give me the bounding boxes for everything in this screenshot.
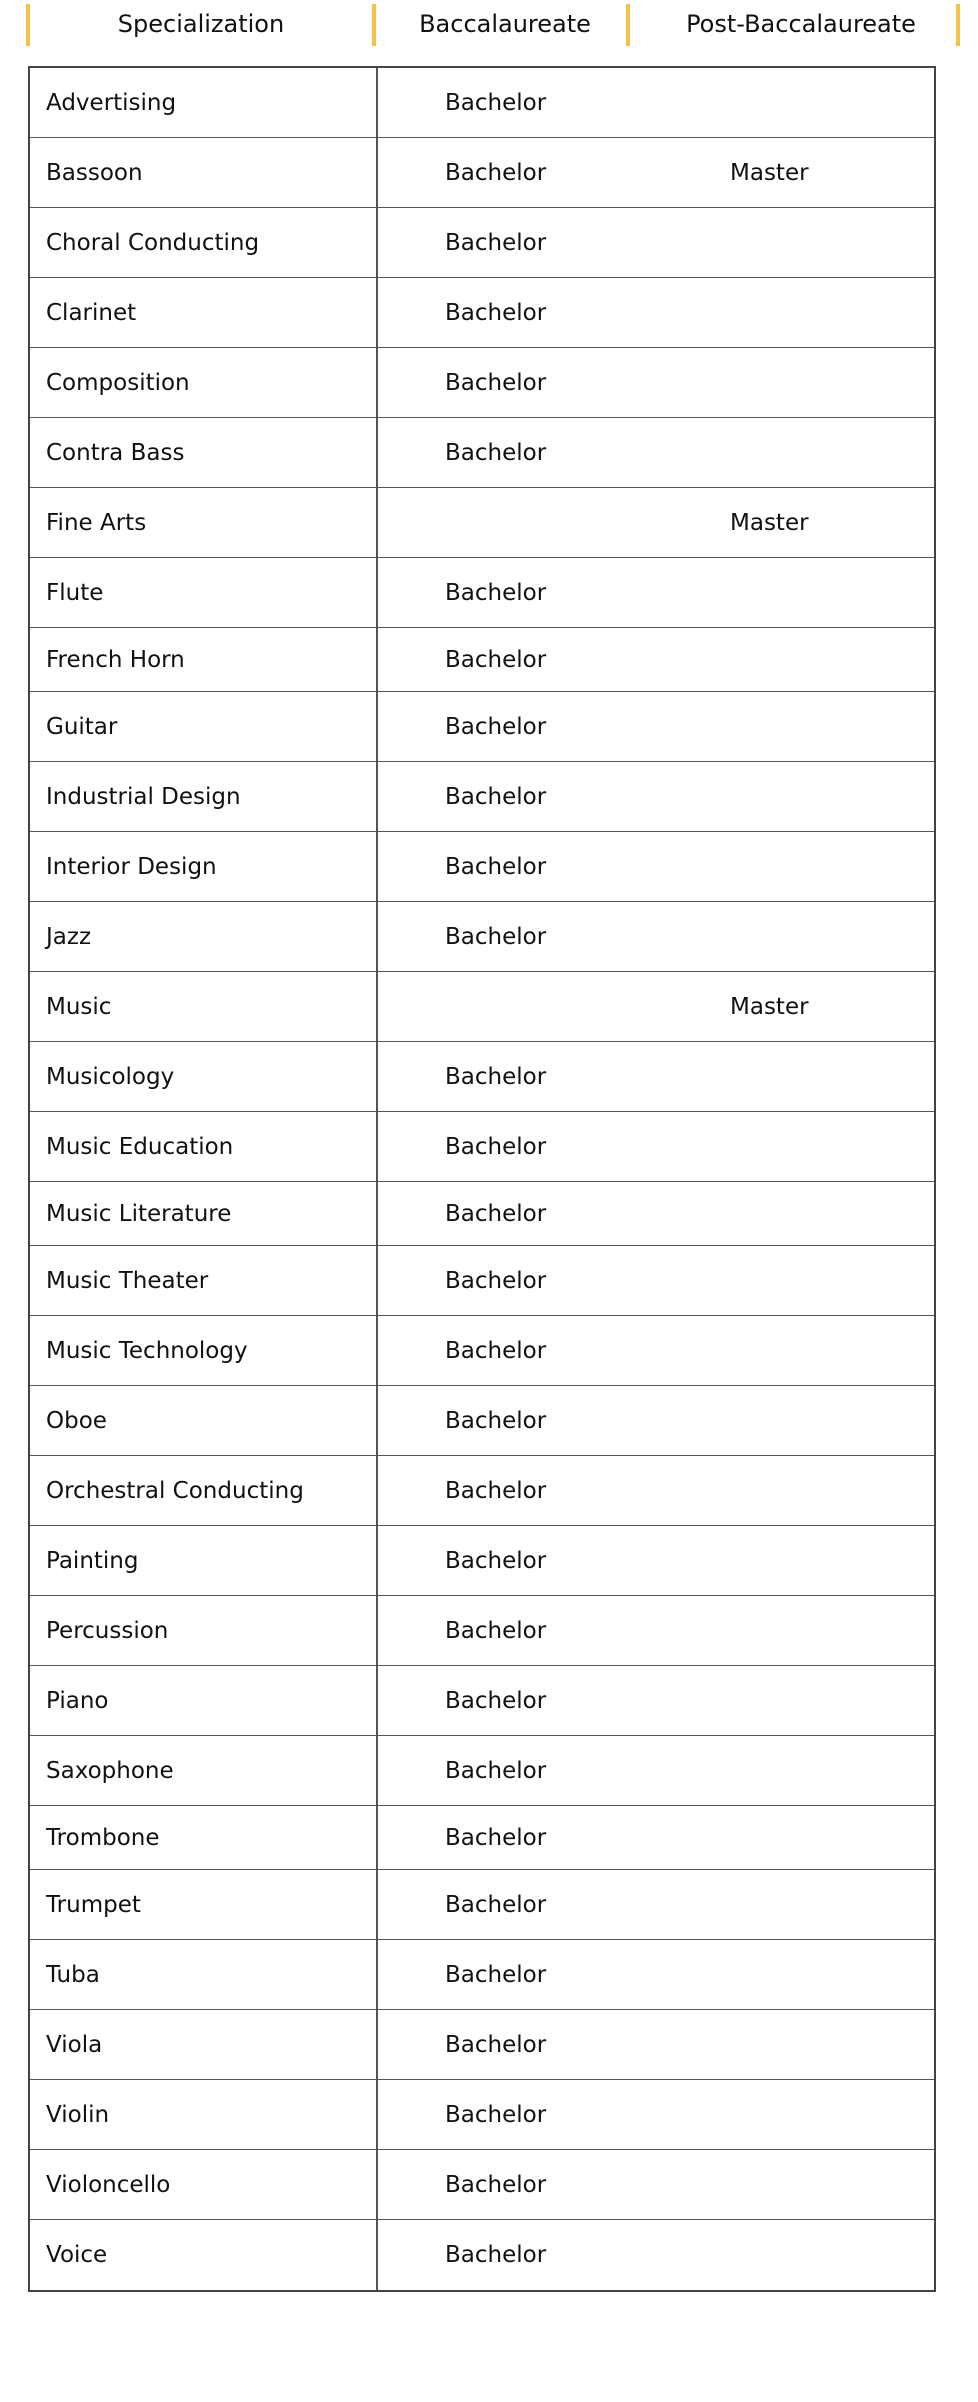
table-row [30, 1042, 934, 1112]
column-divider [376, 1042, 378, 1111]
table-row [30, 1386, 934, 1456]
specialization-cell: Piano [46, 1687, 109, 1714]
specialization-cell: Clarinet [46, 299, 137, 326]
column-divider [376, 1736, 378, 1805]
baccalaureate-cell: Bachelor [445, 229, 547, 256]
table-row [30, 1736, 934, 1806]
column-divider [376, 692, 378, 761]
column-divider [376, 1316, 378, 1385]
specialization-cell: Industrial Design [46, 783, 241, 810]
baccalaureate-cell: Bachelor [445, 369, 547, 396]
table-row [30, 278, 934, 348]
baccalaureate-cell: Bachelor [445, 1477, 547, 1504]
specialization-cell: Contra Bass [46, 439, 185, 466]
table-row [30, 138, 934, 208]
baccalaureate-cell: Bachelor [445, 159, 547, 186]
baccalaureate-cell: Bachelor [445, 1547, 547, 1574]
column-divider [376, 972, 378, 1041]
baccalaureate-cell: Bachelor [445, 1824, 547, 1851]
table-row [30, 1526, 934, 1596]
column-divider [376, 628, 378, 691]
table-row [30, 558, 934, 628]
table-row [30, 902, 934, 972]
column-divider [376, 278, 378, 347]
baccalaureate-cell: Bachelor [445, 1407, 547, 1434]
table-row [30, 2220, 934, 2290]
specialization-cell: Choral Conducting [46, 229, 260, 256]
table-row [30, 208, 934, 278]
baccalaureate-cell: Bachelor [445, 1687, 547, 1714]
specialization-cell: Musicology [46, 1063, 175, 1090]
column-divider [376, 138, 378, 207]
table-row [30, 692, 934, 762]
column-divider [376, 2080, 378, 2149]
column-divider [376, 1806, 378, 1869]
specialization-cell: Guitar [46, 713, 118, 740]
table-row [30, 1316, 934, 1386]
baccalaureate-cell: Bachelor [445, 713, 547, 740]
specialization-cell: Music Theater [46, 1267, 209, 1294]
column-divider [376, 1456, 378, 1525]
column-divider [376, 488, 378, 557]
column-divider [376, 1246, 378, 1315]
column-divider [376, 1526, 378, 1595]
baccalaureate-cell: Bachelor [445, 1063, 547, 1090]
specialization-cell: Music Education [46, 1133, 234, 1160]
specialization-cell: Tuba [46, 1961, 100, 1988]
specialization-cell: Trombone [46, 1824, 160, 1851]
specialization-cell: Oboe [46, 1407, 107, 1434]
baccalaureate-cell: Bachelor [445, 1267, 547, 1294]
baccalaureate-cell: Bachelor [445, 299, 547, 326]
table-row [30, 1666, 934, 1736]
baccalaureate-cell: Bachelor [445, 1200, 547, 1227]
specialization-cell: Flute [46, 579, 104, 606]
baccalaureate-cell: Bachelor [445, 1133, 547, 1160]
post-baccalaureate-cell: Master [730, 509, 809, 536]
specialization-cell: Music [46, 993, 112, 1020]
column-divider [376, 2150, 378, 2219]
table-row [30, 488, 934, 558]
table-row [30, 832, 934, 902]
column-divider [376, 2010, 378, 2079]
table-row [30, 1940, 934, 2010]
table-row [30, 1246, 934, 1316]
column-divider [376, 208, 378, 277]
column-divider [376, 348, 378, 417]
header-post-baccalaureate: Post-Baccalaureate [686, 10, 916, 38]
baccalaureate-cell: Bachelor [445, 439, 547, 466]
specialization-cell: Fine Arts [46, 509, 147, 536]
specialization-cell: Trumpet [46, 1891, 141, 1918]
specialization-cell: Violoncello [46, 2171, 171, 2198]
baccalaureate-cell: Bachelor [445, 2101, 547, 2128]
column-divider [376, 832, 378, 901]
table-row [30, 628, 934, 692]
table-row [30, 1182, 934, 1246]
column-divider [376, 1386, 378, 1455]
specialization-cell: French Horn [46, 646, 185, 673]
column-divider [376, 558, 378, 627]
baccalaureate-cell: Bachelor [445, 89, 547, 116]
baccalaureate-cell: Bachelor [445, 1961, 547, 1988]
table-header [0, 4, 978, 44]
column-divider [376, 1596, 378, 1665]
column-divider [376, 418, 378, 487]
column-divider [376, 762, 378, 831]
table-row [30, 972, 934, 1042]
specialization-cell: Orchestral Conducting [46, 1477, 304, 1504]
specialization-cell: Percussion [46, 1617, 169, 1644]
baccalaureate-cell: Bachelor [445, 923, 547, 950]
baccalaureate-cell: Bachelor [445, 646, 547, 673]
specialization-cell: Viola [46, 2031, 103, 2058]
header-baccalaureate: Baccalaureate [419, 10, 591, 38]
baccalaureate-cell: Bachelor [445, 2171, 547, 2198]
table-row [30, 348, 934, 418]
table-row [30, 2150, 934, 2220]
table-row [30, 1456, 934, 1526]
table-row [30, 1870, 934, 1940]
column-divider [376, 1870, 378, 1939]
column-divider [376, 1112, 378, 1181]
column-divider [376, 1940, 378, 2009]
baccalaureate-cell: Bachelor [445, 853, 547, 880]
table-row [30, 68, 934, 138]
degree-table [28, 66, 936, 2292]
header-specialization: Specialization [117, 10, 285, 38]
specialization-cell: Jazz [46, 923, 92, 950]
column-divider [376, 68, 378, 137]
specialization-cell: Voice [46, 2242, 108, 2268]
baccalaureate-cell: Bachelor [445, 783, 547, 810]
baccalaureate-cell: Bachelor [445, 2242, 547, 2268]
column-divider [376, 2220, 378, 2290]
table-row [30, 2010, 934, 2080]
baccalaureate-cell: Bachelor [445, 1757, 547, 1784]
specialization-cell: Bassoon [46, 159, 143, 186]
baccalaureate-cell: Bachelor [445, 579, 547, 606]
post-baccalaureate-cell: Master [730, 159, 809, 186]
specialization-cell: Music Technology [46, 1337, 248, 1364]
specialization-cell: Music Literature [46, 1200, 232, 1227]
post-baccalaureate-cell: Master [730, 993, 809, 1020]
table-row [30, 1112, 934, 1182]
specialization-cell: Composition [46, 369, 190, 396]
table-row [30, 1596, 934, 1666]
specialization-cell: Painting [46, 1547, 139, 1574]
specialization-cell: Saxophone [46, 1757, 174, 1784]
column-divider [376, 1182, 378, 1245]
column-divider [376, 902, 378, 971]
baccalaureate-cell: Bachelor [445, 1891, 547, 1918]
specialization-cell: Advertising [46, 89, 177, 116]
specialization-cell: Interior Design [46, 853, 217, 880]
baccalaureate-cell: Bachelor [445, 2031, 547, 2058]
baccalaureate-cell: Bachelor [445, 1337, 547, 1364]
baccalaureate-cell: Bachelor [445, 1617, 547, 1644]
table-row [30, 418, 934, 488]
column-divider [376, 1666, 378, 1735]
table-row [30, 1806, 934, 1870]
specialization-cell: Violin [46, 2101, 110, 2128]
header-divider [956, 4, 960, 46]
header-divider [626, 4, 630, 46]
table-row [30, 762, 934, 832]
table-row [30, 2080, 934, 2150]
